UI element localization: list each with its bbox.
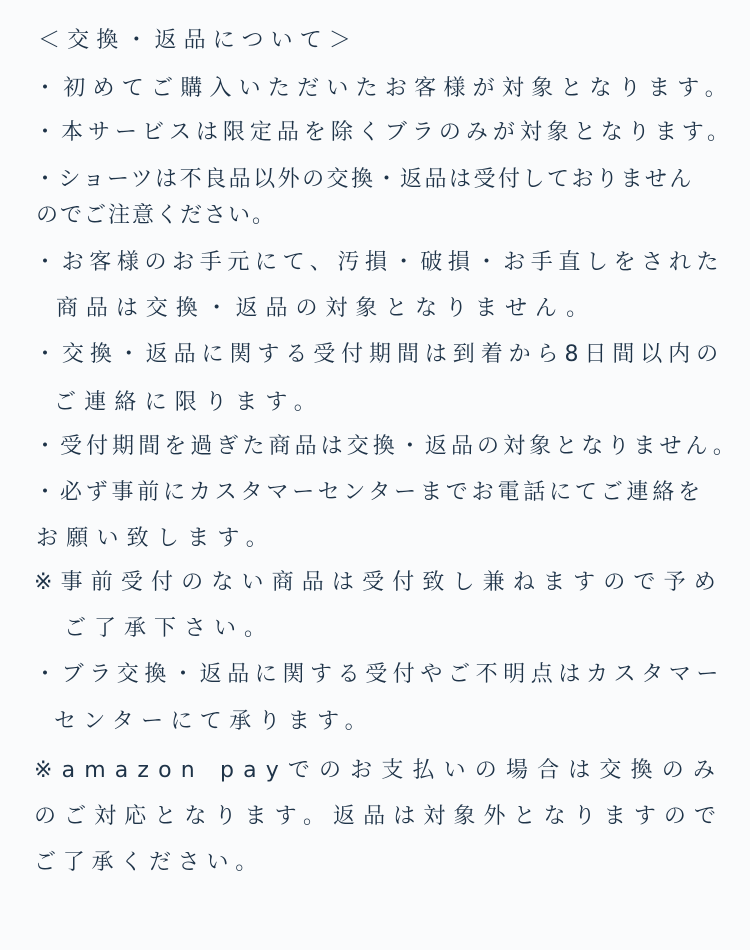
notice-item-damage-line-1: ・お客様のお手元にて、汚損・破損・お手直しをされた	[34, 250, 725, 275]
notice-item-period-line-1: ・交換・返品に関する受付期間は到着から8日間以内の	[34, 342, 724, 367]
notice-item-damage-line-2: 商品は交換・返品の対象となりません。	[56, 296, 597, 321]
notice-item-period-line-2: ご連絡に限ります。	[54, 390, 324, 415]
notice-item-contact-line-1: ・必ず事前にカスタマーセンターまでお電話にてご連絡を	[34, 480, 705, 505]
notice-item-amazon-pay-line-2: のご対応となります。返品は対象外となりますので	[34, 804, 725, 829]
notice-item-inquiry-line-2: センターにて承ります。	[54, 709, 374, 734]
notice-item-first-purchase: ・初めてご購入いただいたお客様が対象となります。	[34, 76, 735, 101]
notice-item-amazon-pay-line-1: ※amazon payでのお支払いの場合は交換のみ	[34, 758, 724, 783]
notice-item-advance-line-2: ご了承下さい。	[64, 616, 275, 641]
notice-item-shorts-line-1: ・ショーツは不良品以外の交換・返品は受付しておりません	[34, 167, 694, 192]
notice-item-expired: ・受付期間を過ぎた商品は交換・返品の対象となりません。	[34, 434, 739, 459]
notice-item-inquiry-line-1: ・ブラ交換・返品に関する受付やご不明点はカスタマー	[34, 662, 725, 687]
notice-item-bra-only: ・本サービスは限定品を除くブラのみが対象となります。	[34, 120, 734, 145]
notice-title: ＜交換・返品について＞	[38, 28, 358, 53]
notice-item-advance-line-1: ※事前受付のない商品は受付致し兼ねますので予め	[34, 570, 724, 595]
notice-item-contact-line-2: お願い致します。	[36, 526, 277, 551]
notice-item-shorts-line-2: のでご注意ください。	[36, 203, 277, 228]
notice-item-amazon-pay-line-3: ご了承ください。	[34, 850, 265, 875]
